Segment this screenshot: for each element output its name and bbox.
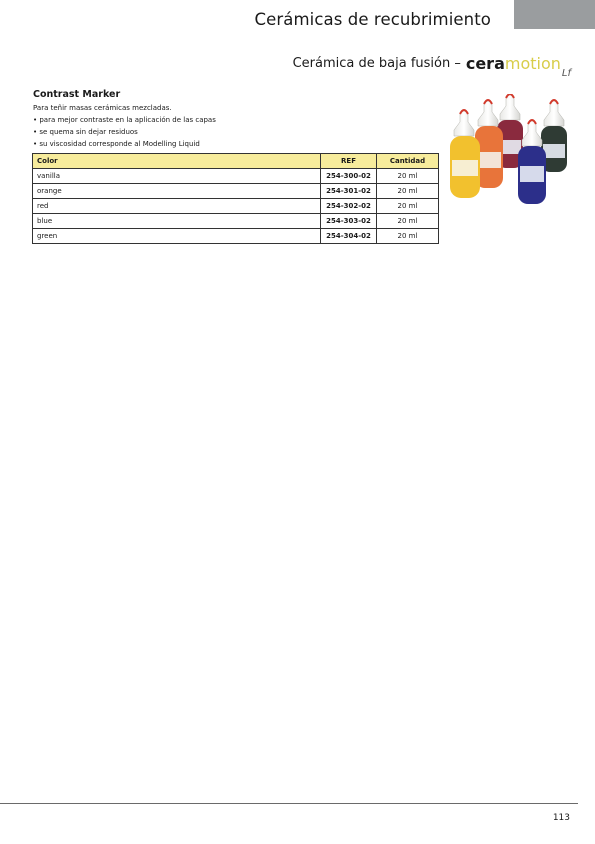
cell-color: red — [33, 199, 321, 214]
bottle-vanilla — [450, 110, 480, 198]
page-number: 113 — [552, 813, 570, 823]
subtitle: Cerámica de baja fusión – — [292, 55, 461, 71]
bullet-item: • se quema sin dejar residuos — [33, 126, 216, 138]
cell-qty: 20 ml — [377, 199, 439, 214]
bullet-item: • para mejor contraste en la aplicación de las capas — [33, 114, 216, 126]
cell-ref: 254-301-02 — [321, 184, 377, 199]
header-qty: Cantidad — [377, 154, 439, 169]
cell-ref: 254-304-02 — [321, 229, 377, 244]
table-row — [33, 184, 439, 199]
product-description-text: Para teñir masas cerámicas mezcladas. — [33, 104, 172, 112]
table-row — [33, 214, 439, 229]
cell-color: blue — [33, 214, 321, 229]
header-color: Color — [33, 154, 321, 169]
subtitle-row — [293, 49, 571, 77]
table-row — [33, 229, 439, 244]
cell-qty: 20 ml — [377, 214, 439, 229]
bullet-item: • su viscosidad corresponde al Modelling Liquid — [33, 138, 216, 150]
table-header-row — [33, 154, 439, 169]
product-table — [32, 153, 439, 244]
product-bullets — [33, 114, 216, 150]
table-row — [33, 199, 439, 214]
logo-suffix: Lf — [561, 67, 571, 79]
logo-part-motion: motion — [504, 53, 561, 73]
product-title: Contrast Marker — [33, 89, 121, 100]
section-title: Cerámicas de recubrimiento — [254, 10, 491, 29]
cell-color: vanilla — [33, 169, 321, 184]
cell-color: green — [33, 229, 321, 244]
cell-ref: 254-303-02 — [321, 214, 377, 229]
product-description — [33, 102, 216, 150]
cell-ref: 254-300-02 — [321, 169, 377, 184]
cell-qty: 20 ml — [377, 184, 439, 199]
logo-part-cera: cera — [465, 53, 505, 73]
ceramotion-logo — [465, 53, 571, 79]
table-row — [33, 169, 439, 184]
cell-ref: 254-302-02 — [321, 199, 377, 214]
cell-qty: 20 ml — [377, 169, 439, 184]
product-bottles-image — [446, 94, 576, 206]
cell-qty: 20 ml — [377, 229, 439, 244]
cell-color: orange — [33, 184, 321, 199]
header-tab — [514, 0, 595, 29]
footer-rule — [0, 803, 578, 804]
header-ref: REF — [321, 154, 377, 169]
